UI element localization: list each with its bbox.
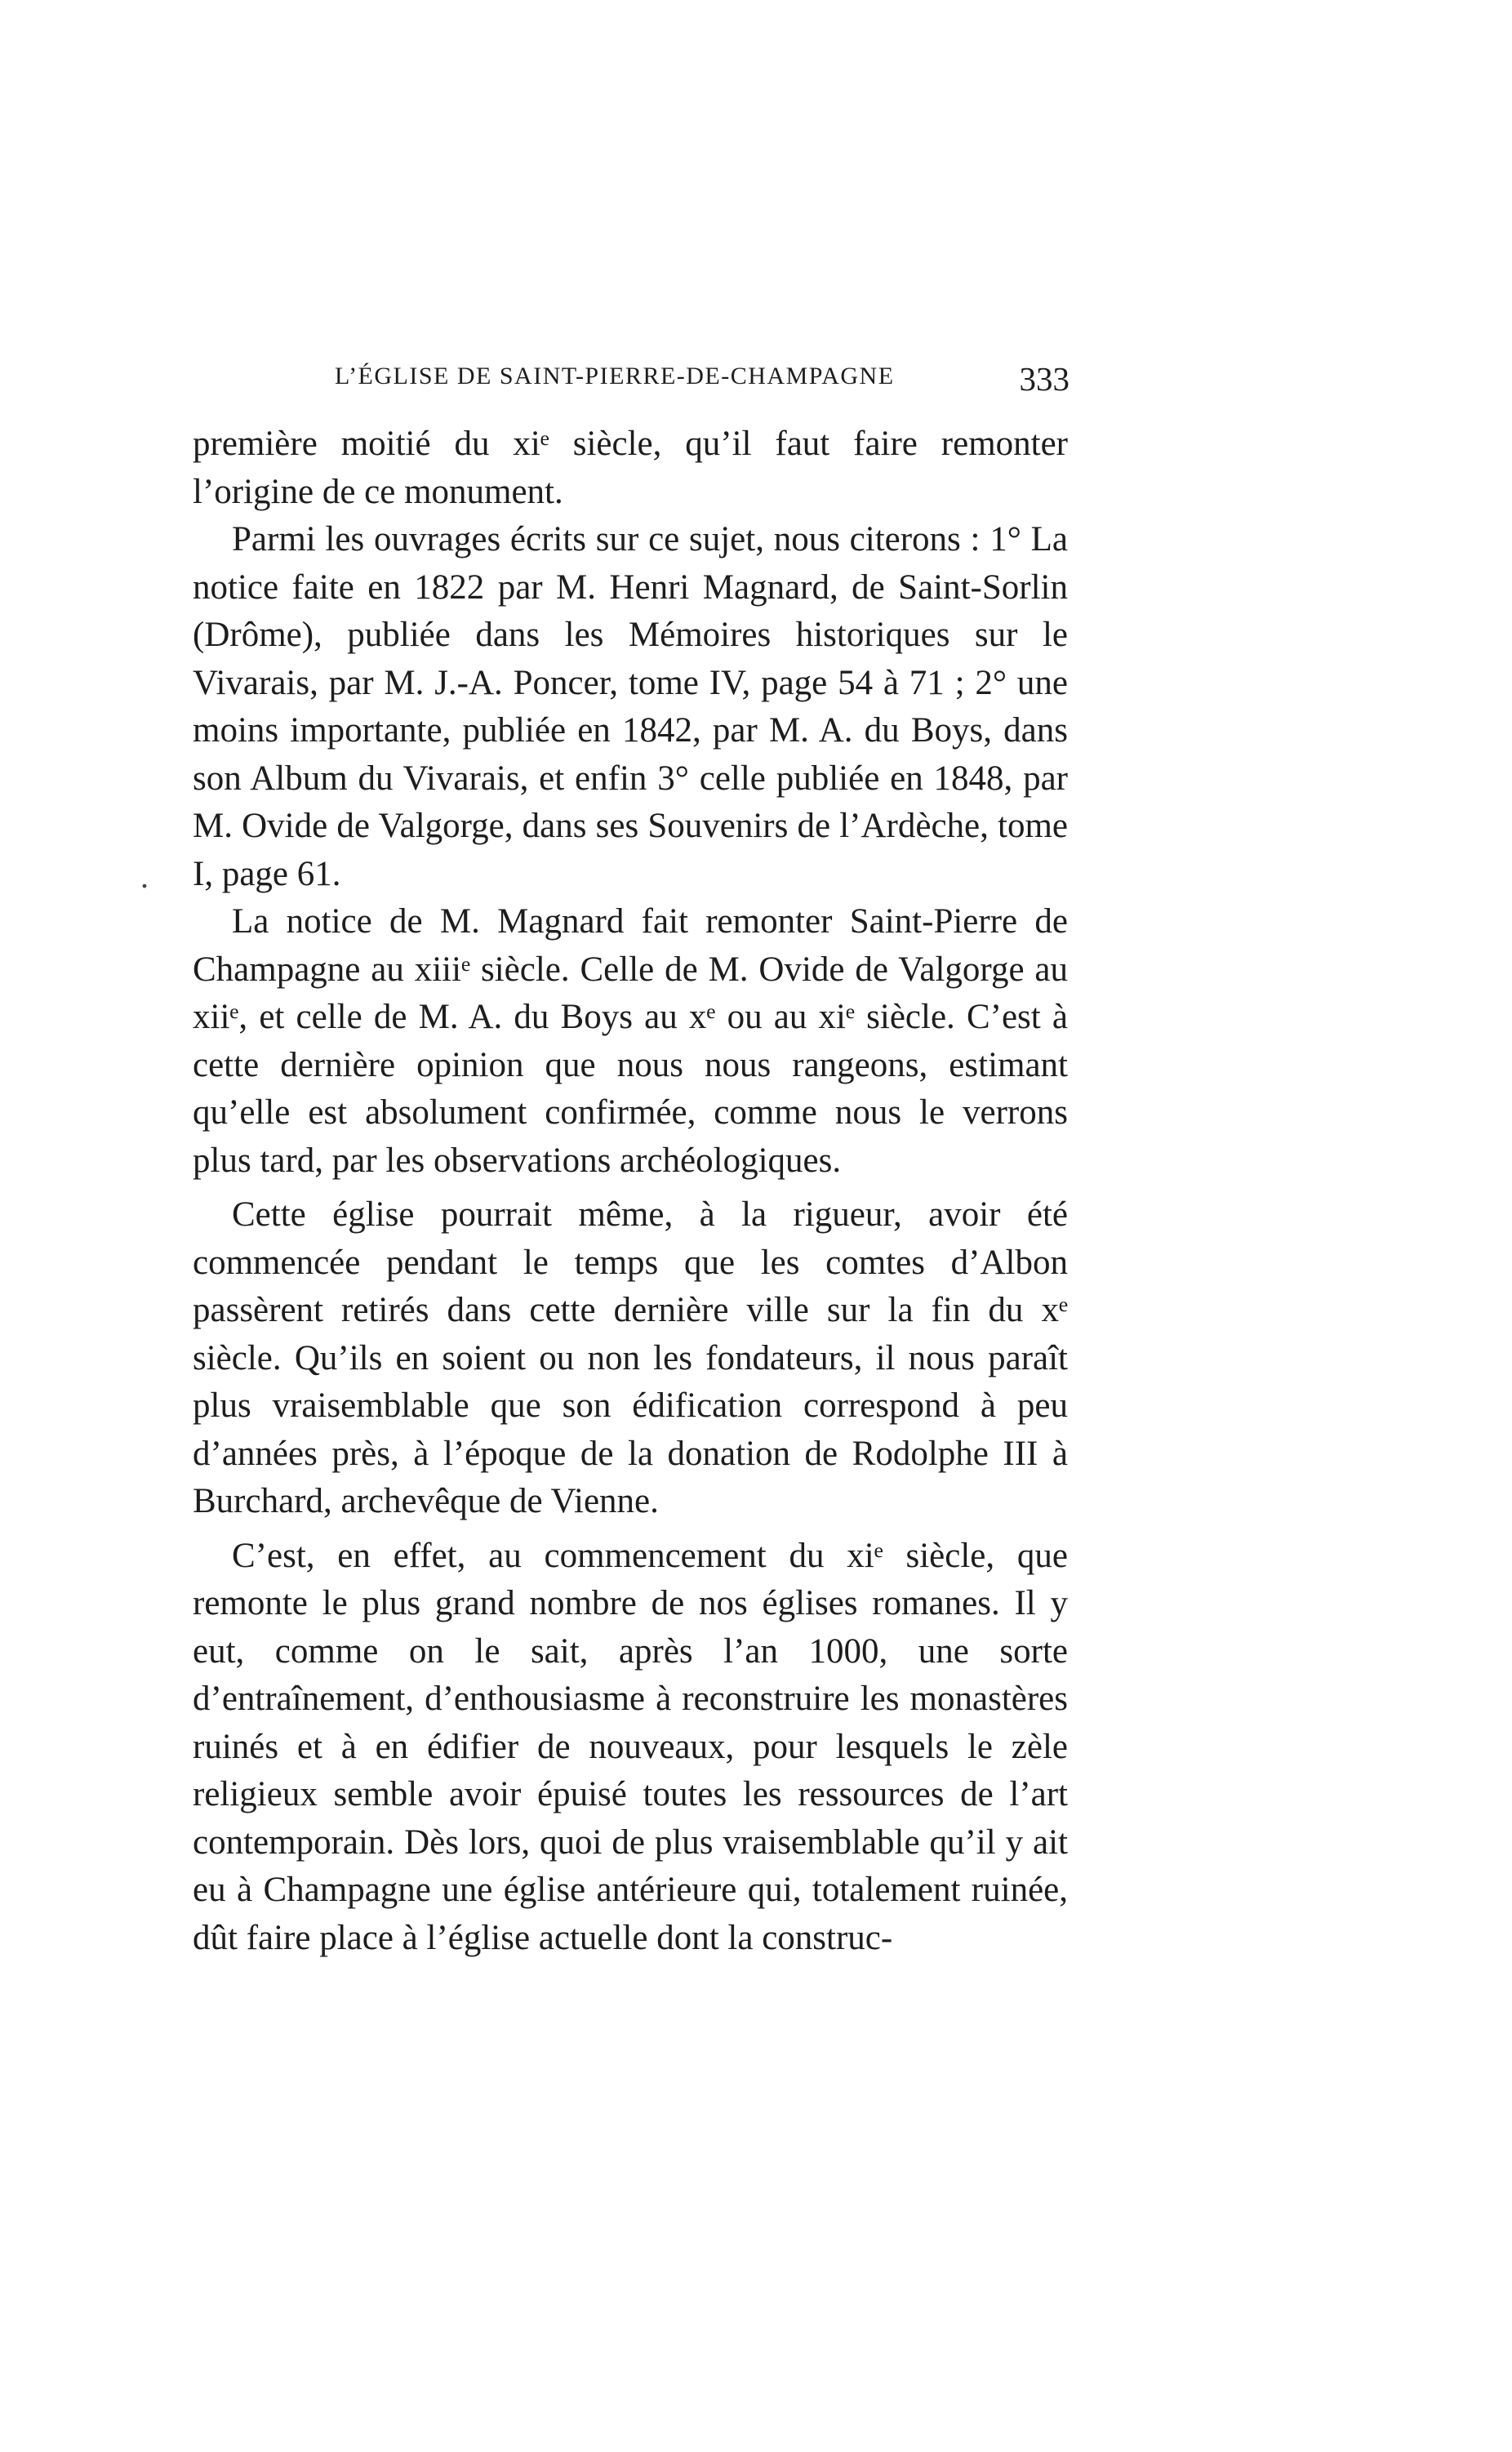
paragraph-albon-counts: Cette église pourrait même, à la rigueur, avoir été commencée pendant le temps que les comtes d’Albon passèrent retirés dans cette dernière ville sur la fin du xᵉ siècle. Qu’ils en soient ou non les fondateurs, il nous paraît plus vraisemblable que son édification correspond à peu d’années près, à l’époque de la donation de Rodolphe III à Burchard, archevêque de Vienne. xyxy=(193,1195,1068,1520)
running-title: L’ÉGLISE DE SAINT-PIERRE-DE-CHAMPAGNE xyxy=(335,363,895,389)
paragraph-sources: Parmi les ouvrages écrits sur ce sujet, nous citerons : 1° La notice faite en 1822 par M. Henri Magnard, de Saint-Sorlin (Drôme), publiée dans les Mémoires historiques sur le Vivarais, par M. J.-A. Poncer, tome IV, page 54 à 71 ; 2° une moins importante, publiée en 1842, par M. A. du Boys, dans son Album du Vivarais, et enfin 3° celle publiée en 1848, par M. Ovide de Valgorge, dans ses Souvenirs de l’Ardèche, tome I, page 61. xyxy=(193,520,1068,893)
margin-speck: . xyxy=(140,858,149,895)
paragraph-dating-opinions: La notice de M. Magnard fait remonter Saint-Pierre de Champagne au xiiiᵉ siècle. Celle de M. Ovide de Valgorge au xiiᵉ, et celle de M. A. du Boys au xᵉ ou au xiᵉ siècle. C’est à cette dernière opinion que nous nous rangeons, estimant qu’elle est absolument confirmée, comme nous le verrons plus tard, par les observations archéologiques. xyxy=(193,902,1068,1180)
running-header xyxy=(335,359,1110,402)
page-number: 333 xyxy=(1019,360,1070,398)
paragraph-romanesque-churches: C’est, en effet, au commencement du xiᵉ siècle, que remonte le plus grand nombre de nos églises romanes. Il y eut, comme on le sait, après l’an 1000, une sorte d’entraînement, d’enthousiasme à reconstruire les monastères ruinés et à en édifier de nouveaux, pour lesquels le zèle religieux semble avoir épuisé toutes les ressources de l’art contemporain. Dès lors, quoi de plus vraisemblable qu’il y ait eu à Champagne une église antérieure qui, totalement ruinée, dût faire place à l’église actuelle dont la construc- xyxy=(193,1536,1068,1957)
paragraph-continuation: première moitié du xiᵉ siècle, qu’il faut faire remonter l’origine de ce monument. xyxy=(193,425,1068,511)
body-text xyxy=(193,421,1068,1962)
